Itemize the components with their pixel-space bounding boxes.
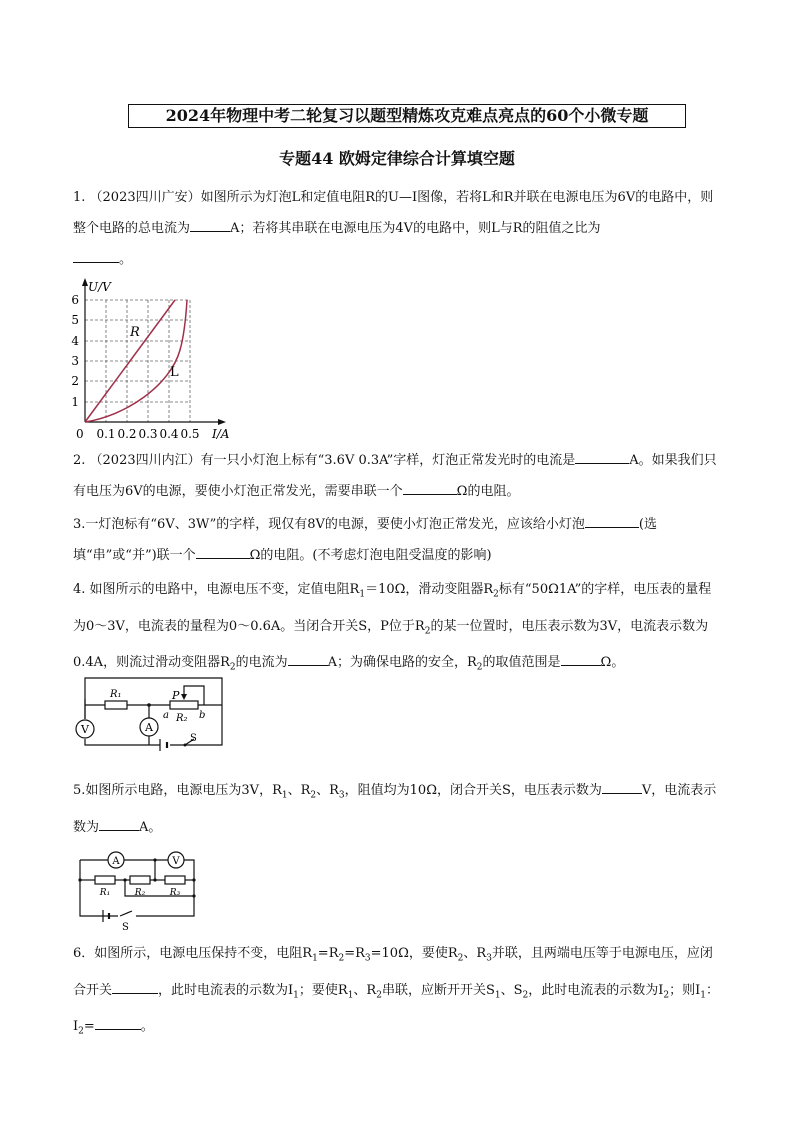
u-i-graph: [70, 276, 270, 446]
q4-text-d: 的某一位置时，电压表示数为3V，电流表示数为0.4A，则流过滑动变阻器R: [73, 618, 709, 671]
answer-blank-q4-range[interactable]: [561, 651, 601, 666]
label-switch: S: [122, 922, 129, 932]
y-tick: 3: [71, 354, 79, 368]
q2-text-a: 2. （2023四川内江）有一只小灯泡上标有“3.6V 0.3A”字样，灯泡正常发光时的电流是: [73, 453, 576, 468]
question-6: 6．如图所示，电源电压保持不变，电阻$R_1=R_2=R_3=10\Omega$，要使$R_2$、$R_3$并联，且两端电压等于电源电压，应闭合开关 ，此时电流表的示数为$I_1$；要使$R_1$、$R_2$串联，应断开开关$S_1$、$S_2$，此时电流表的示数为$I_2$；则$I_1$：$I_2=$ 。: [73, 946, 719, 1037]
voltmeter-symbol: V: [81, 723, 89, 736]
x-tick: 0.3: [138, 427, 158, 441]
q4-text-f: A；为确保电路的安全，R: [327, 655, 477, 671]
q5-text-c: 、R: [316, 783, 339, 798]
label-r3: R₃: [169, 888, 181, 898]
answer-blank-q6-switches[interactable]: [112, 979, 158, 994]
question-4: 4. 如图所示的电路中，电源电压不变，定值电阻$R_1=10\Omega$，滑动变阻器$R_2$标有“50Ω1A”的字样，电压表的量程为0～3V，电流表的量程为0～0.6A。当闭合开关S，P位于$R_2$的某一位置时，电压表示数为3V，电流表示数为0.4A，则流过滑动变阻器$R_2$的电流为 A；为确保电路的安全，$R_2$的取值范围是 Ω。: [73, 582, 712, 673]
answer-blank-q4-current[interactable]: [288, 651, 328, 666]
answer-blank-q5-voltage[interactable]: [602, 779, 642, 794]
answer-blank-q2-current[interactable]: [575, 449, 629, 464]
q5-text-f: A。: [139, 819, 162, 835]
ammeter-symbol: A: [112, 856, 120, 867]
q6-text-a: 6．如图所示，电源电压保持不变，电阻R: [73, 946, 313, 961]
x-tick: 0.5: [180, 427, 200, 441]
q2-text-b: A。如果我们只有电压为6V的电源，要使小灯泡正常发光，需要串联一个: [73, 453, 717, 499]
label-r2: R₂: [134, 888, 146, 898]
q5-text-b: 、R: [287, 783, 311, 798]
l-curve-label: L: [170, 365, 179, 380]
label-switch: S: [190, 733, 197, 744]
answer-blank-q3-connection[interactable]: [585, 513, 639, 528]
q1-text-a: 1. （2023四川广安）如图所示为灯泡L和定值电阻R的U—I图像，若将L和R并联在电源电压为6V的电路中，则整个电路的总电流为: [73, 190, 714, 236]
x-tick: 0.1: [96, 427, 116, 441]
y-tick: 6: [71, 293, 79, 307]
x-tick: 0.4: [159, 427, 179, 441]
q2-text-c: Ω的电阻。: [456, 484, 520, 499]
label-b: b: [199, 710, 206, 721]
q3-text-b: (选填“串”或“并”)联一个: [73, 517, 657, 563]
y-axis-label: U/V: [88, 280, 111, 294]
q4-text-e: 的电流为: [235, 655, 288, 671]
question-2: [73, 445, 723, 507]
q1-text-b: A；若将其串联在电源电压为4V的电路中，则L与R的阻值之比为: [230, 221, 601, 236]
answer-blank-q1-current[interactable]: [190, 217, 230, 232]
y-tick: 4: [71, 334, 79, 348]
r-line-label: R: [130, 325, 140, 340]
ammeter-symbol: A: [145, 721, 153, 734]
q4-text-b: ＝10Ω，滑动变阻器R: [365, 582, 494, 597]
label-p: P: [172, 689, 180, 702]
q4-text-c: 标有“50Ω1A”的字样，电压表的量程为0～3V，电流表的量程为0～0.6A。当闭合开关S，P位于R: [73, 582, 712, 634]
y-tick: 1: [71, 395, 79, 409]
question-1: [73, 182, 723, 275]
q5-text-d: ，阻值均为10Ω，闭合开关S，电压表示数为: [344, 783, 602, 798]
y-tick: 2: [71, 374, 79, 388]
origin-label: 0: [76, 427, 84, 441]
answer-blank-q6-ratio[interactable]: [95, 1015, 141, 1030]
q4-text-g: 的取值范围是: [482, 655, 561, 671]
q5-text-e: V，电流表示数为: [73, 783, 717, 835]
label-r1: R₁: [99, 888, 111, 898]
label-r1: R₁: [110, 689, 122, 700]
q5-text-a: 5.如图所示电路，电源电压为3V，R: [73, 783, 282, 798]
document-title: 2024年物理中考二轮复习以题型精炼攻克难点亮点的60个小微专题: [128, 104, 686, 128]
q3-text-c: Ω的电阻。(不考虑灯泡电阻受温度的影响): [249, 548, 492, 563]
answer-blank-q2-resistance[interactable]: [403, 480, 457, 495]
answer-blank-q1-ratio[interactable]: [73, 248, 119, 263]
question-5: 5.如图所示电路，电源电压为3V，$R_1$、$R_2$、$R_3$，阻值均为10Ω，闭合开关S，电压表示数为 V，电流表示数为 A。: [73, 775, 723, 843]
label-a: a: [163, 710, 169, 721]
question-3: [73, 509, 723, 571]
circuit-diagram-1: [72, 670, 232, 762]
voltmeter-symbol: V: [172, 856, 180, 867]
y-tick: 5: [71, 313, 79, 327]
q4-text-a: 4. 如图所示的电路中，电源电压不变，定值电阻R: [73, 582, 360, 597]
x-axis-label: I/A: [212, 427, 230, 441]
q4-text-h: Ω。: [600, 655, 625, 671]
q1-text-c: 。: [119, 252, 133, 267]
topic-heading: 专题44 欧姆定律综合计算填空题: [279, 149, 515, 168]
x-tick: 0.2: [117, 427, 137, 441]
label-r2: R₂: [176, 713, 188, 724]
answer-blank-q5-current[interactable]: [99, 816, 139, 831]
q3-text-a: 3.一灯泡标有“6V、3W”的字样，现仅有8V的电源，要使小灯泡正常发光，应该给小灯泡: [73, 517, 585, 532]
circuit-diagram-2: [72, 848, 204, 932]
answer-blank-q3-resistance[interactable]: [196, 544, 250, 559]
